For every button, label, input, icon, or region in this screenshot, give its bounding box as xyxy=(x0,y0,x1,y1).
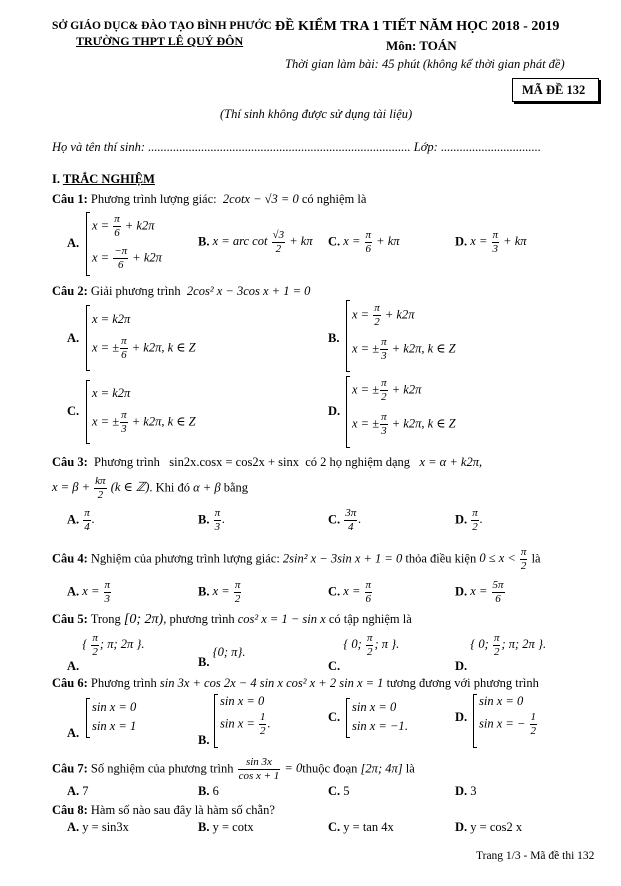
department-name: SỞ GIÁO DỤC& ĐÀO TẠO BÌNH PHƯỚC xyxy=(52,20,272,32)
q5-option-d[interactable]: D. { 0; $\frac{\pi}{2}$ ; π; 2π }. xyxy=(455,632,547,674)
q6-option-a-label[interactable]: A. xyxy=(67,726,80,740)
section-title: I. TRẮC NGHIỆM xyxy=(52,172,155,186)
class-dots: ................................ xyxy=(440,140,541,154)
exam-code-box xyxy=(512,78,599,102)
q2-option-b-label[interactable]: B. xyxy=(328,331,340,345)
q2-option-c-label[interactable]: C. xyxy=(67,404,80,418)
q3-stem-line1: Câu 3: Phương trình sin2x.cosx = cos2x + sinx có 2 họ nghiệm dạng x = α + k2π, xyxy=(52,455,483,469)
q8-stem: Câu 8: Hàm số nào sau đây là hàm số chẵn? xyxy=(52,803,275,817)
q3-option-c[interactable]: C. $\frac{3\pi}{4}$ . xyxy=(328,507,362,533)
q1-a-line1: x = $\frac{\pi}{6}$ + k2π xyxy=(92,213,155,239)
page-footer: Trang 1/3 - Mã đề thi 132 xyxy=(476,850,595,862)
q2-a-line2: x = ± $\frac{\pi}{6}$ + k2π, k ∈ Z xyxy=(92,335,196,361)
q6-c-bracket xyxy=(346,698,350,738)
q2-b-bracket xyxy=(346,300,350,372)
q7-stem: Câu 7: Số nghiệm của phương trình $\frac{\sin 3x}{\text{cos x + 1}}$ = 0thuộc đoạn [2π; 4π] là xyxy=(52,756,415,782)
class-label: Lớp: xyxy=(413,140,438,154)
school-name: TRƯỜNG THPT LÊ QUÝ ĐÔN xyxy=(76,34,244,48)
q1-a-bracket xyxy=(86,212,90,276)
q6-c-line2: sin x = −1. xyxy=(352,719,408,733)
duration: Thời gian làm bài: 45 phút (không kể thời gian phát đề) xyxy=(285,57,565,71)
q6-b-bracket xyxy=(214,694,218,748)
q3-option-a[interactable]: A. $\frac{\pi}{4}$ . xyxy=(67,507,95,533)
q1-option-a-label[interactable]: A. xyxy=(67,236,80,250)
q2-b-line2: x = ± $\frac{\pi}{3}$ + k2π, k ∈ Z xyxy=(352,336,456,362)
q1-option-d[interactable]: D. x = $\frac{\pi}{3}$ + kπ xyxy=(455,229,527,255)
q5-option-c[interactable]: C. { 0; $\frac{\pi}{2}$ ; π }. xyxy=(328,632,400,674)
name-line xyxy=(52,140,541,155)
q4-option-b[interactable]: B. x = $\frac{\pi}{2}$ xyxy=(198,579,241,605)
q1-stem: Câu 1: Phương trình lượng giác: 2cotx − √3 = 0 có nghiệm là xyxy=(52,192,367,206)
q6-c-line1: sin x = 0 xyxy=(352,700,397,714)
notice: (Thí sinh không được sử dụng tài liệu) xyxy=(220,107,413,121)
q2-d-bracket xyxy=(346,376,350,448)
q2-b-line1: x = $\frac{\pi}{2}$ + k2π xyxy=(352,302,415,328)
q2-d-line1: x = ± $\frac{\pi}{2}$ + k2π xyxy=(352,377,422,403)
q2-option-a-label[interactable]: A. xyxy=(67,331,80,345)
q6-stem: Câu 6: Phương trình sin 3x + cos 2x − 4 sin x cos² x + 2 sin x = 1 tương đương với phương trình xyxy=(52,676,539,690)
q7-option-a[interactable]: A. 7 xyxy=(67,784,89,798)
q4-stem: Câu 4: Nghiệm của phương trình lượng giác: 2sin² x − 3sin x + 1 = 0 thỏa điều kiện 0 ≤ x < $\frac{\pi}{2}$ là xyxy=(52,546,541,572)
q7-option-d[interactable]: D. 3 xyxy=(455,784,477,798)
q6-b-line1: sin x = 0 xyxy=(220,694,265,708)
q4-option-c[interactable]: C. x = $\frac{\pi}{6}$ xyxy=(328,579,372,605)
q2-option-d-label[interactable]: D. xyxy=(328,404,341,418)
q6-b-line2: sin x = $\frac{1}{2}$ . xyxy=(220,711,271,737)
q7-option-b[interactable]: B. 6 xyxy=(198,784,219,798)
q4-option-a[interactable]: A. x = $\frac{\pi}{3}$ xyxy=(67,579,111,605)
q6-d-line2: sin x = − $\frac{1}{2}$ xyxy=(479,711,537,737)
q8-option-b[interactable]: B. y = cotx xyxy=(198,820,254,834)
q2-c-line2: x = ± $\frac{\pi}{3}$ + k2π, k ∈ Z xyxy=(92,409,196,435)
q3-option-b[interactable]: B. $\frac{\pi}{3}$ . xyxy=(198,507,226,533)
q3-stem-line2: x = β + $\frac{k\pi}{2}$ (k ∈ ℤ). Khi đó α + β bằng xyxy=(52,475,249,501)
q1-option-c[interactable]: C. x = $\frac{\pi}{6}$ + kπ xyxy=(328,229,400,255)
q6-d-bracket xyxy=(473,694,477,748)
q6-a-bracket xyxy=(86,698,90,738)
q5-option-a[interactable]: A. { $\frac{\pi}{2}$ ; π; 2π }. xyxy=(67,632,145,674)
q6-d-line1: sin x = 0 xyxy=(479,694,524,708)
q1-a-line2: x = $\frac{-\pi}{6}$ + k2π xyxy=(92,245,162,271)
exam-code: MÃ ĐỀ 132 xyxy=(522,83,586,97)
q6-a-line2: sin x = 1 xyxy=(92,719,137,733)
q5-option-b[interactable]: B. {0; π}. xyxy=(198,645,246,669)
q2-c-bracket xyxy=(86,380,90,444)
q2-c-line1: x = k2π xyxy=(92,386,131,400)
q1-equation: 2cotx − √3 = 0 xyxy=(219,192,299,206)
exam-title: ĐỀ KIỂM TRA 1 TIẾT NĂM HỌC 2018 - 2019 xyxy=(275,19,560,34)
q2-a-line1: x = k2π xyxy=(92,312,131,326)
q6-option-b-label[interactable]: B. xyxy=(198,733,210,747)
q5-stem: Câu 5: Trong [0; 2π), phương trình cos² x = 1 − sin x có tập nghiệm là xyxy=(52,612,412,627)
name-dots: .................................................................................... xyxy=(148,140,411,154)
subject: Môn: TOÁN xyxy=(386,38,457,53)
q2-stem: Câu 2: Giải phương trình 2cos² x − 3cos x + 1 = 0 xyxy=(52,284,311,298)
q8-option-c[interactable]: C. y = tan 4x xyxy=(328,820,394,834)
q1-option-b[interactable]: B. x = arc cot $\frac{√3}{2}$ + kπ xyxy=(198,229,313,255)
q6-option-d-label[interactable]: D. xyxy=(455,710,468,724)
q8-option-d[interactable]: D. y = cos2 x xyxy=(455,820,523,834)
q6-a-line1: sin x = 0 xyxy=(92,700,137,714)
q7-option-c[interactable]: C. 5 xyxy=(328,784,350,798)
q2-a-bracket xyxy=(86,305,90,371)
q6-option-c-label[interactable]: C. xyxy=(328,710,341,724)
q3-option-d[interactable]: D. $\frac{\pi}{2}$ . xyxy=(455,507,483,533)
name-label: Họ và tên thí sinh: xyxy=(52,140,146,154)
q4-option-d[interactable]: D. x = $\frac{5\pi}{6}$ xyxy=(455,579,504,605)
q8-option-a[interactable]: A. y = sin3x xyxy=(67,820,129,834)
q2-d-line2: x = ± $\frac{\pi}{3}$ + k2π, k ∈ Z xyxy=(352,411,456,437)
